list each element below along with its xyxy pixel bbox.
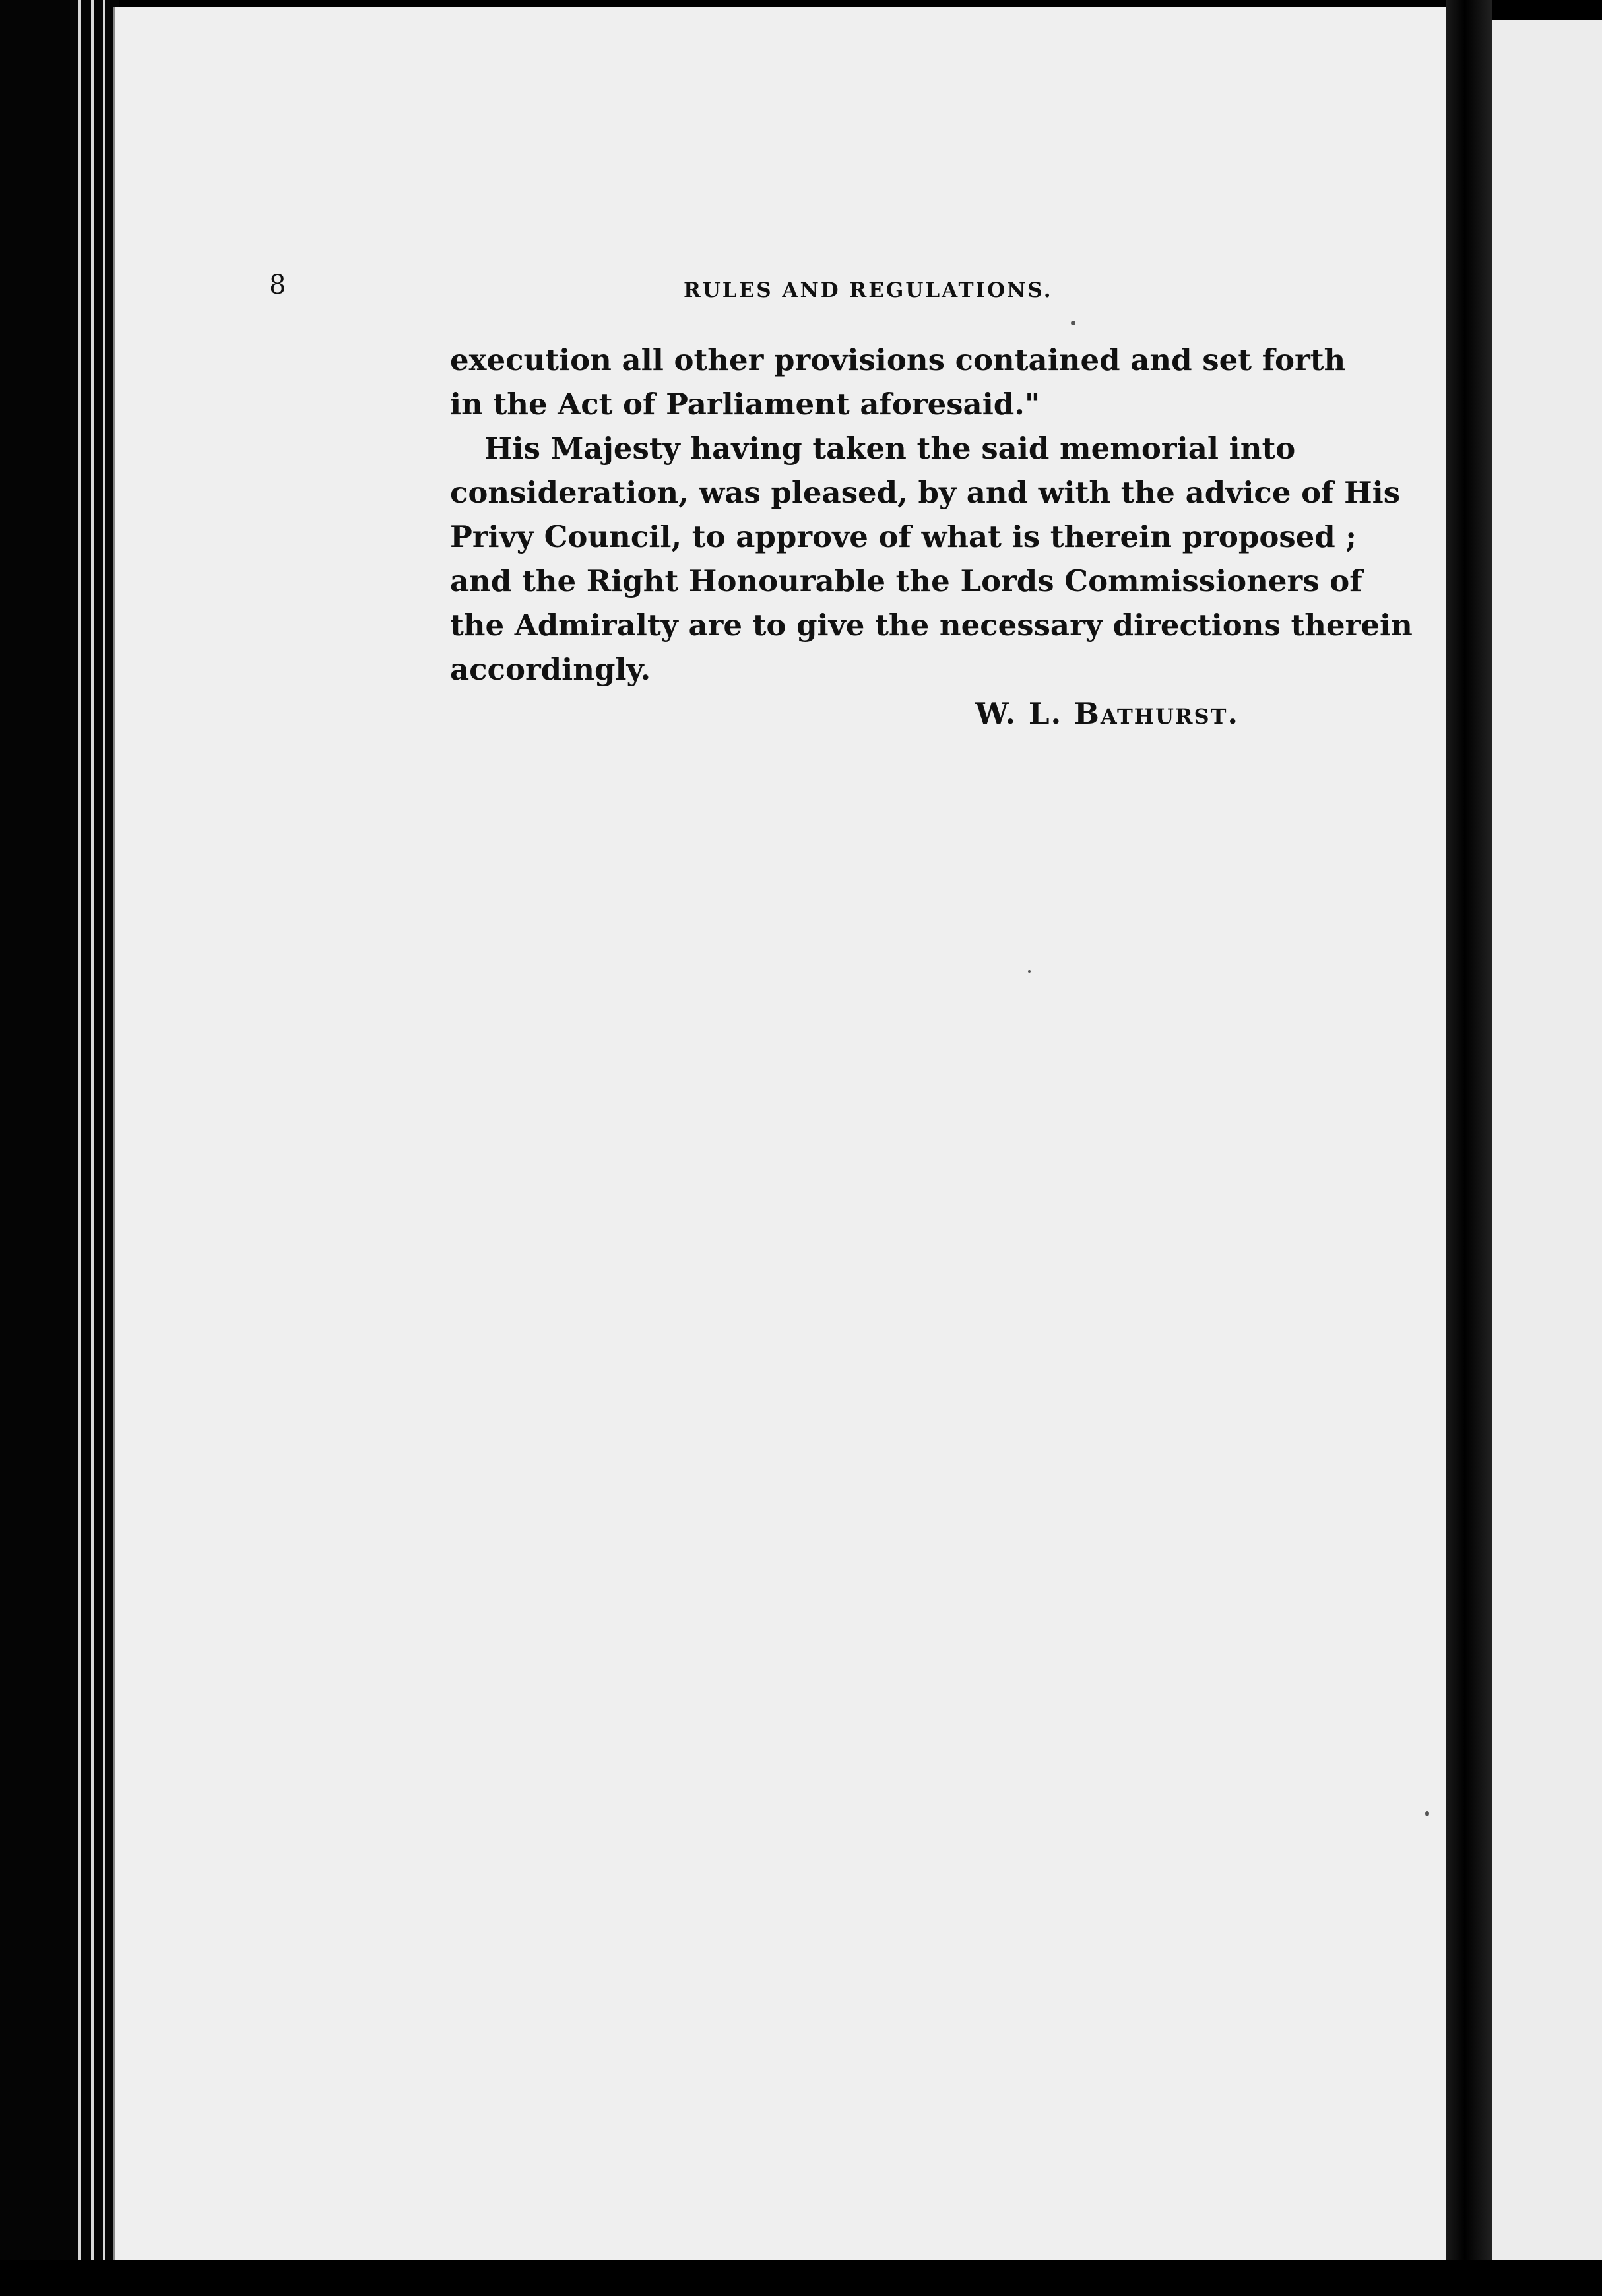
binding-stripe [91, 0, 94, 2296]
page-number: 8 [269, 270, 286, 300]
print-speck [1071, 321, 1075, 325]
text-line: His Majesty having taken the said memorial into [484, 431, 1296, 466]
binding-edge [0, 0, 119, 2296]
text-line: accordingly. [450, 652, 651, 687]
signature-name: W. L. Bathurst. [975, 696, 1240, 731]
text-line: Privy Council, to approve of what is therein proposed ; [450, 519, 1357, 554]
text-line: in the Act of Parliament aforesaid." [450, 387, 1041, 422]
book-gutter [1446, 0, 1492, 2296]
running-head: RULES AND REGULATIONS. [684, 278, 1053, 302]
print-speck [1028, 970, 1031, 973]
binding-stripe [78, 0, 81, 2296]
text-line: and the Right Honourable the Lords Commissioners of [450, 563, 1362, 598]
text-line: the Admiralty are to give the necessary directions therein [450, 608, 1413, 643]
bottom-edge [0, 2260, 1602, 2296]
body-text [450, 338, 1413, 691]
binding-stripe [103, 0, 105, 2296]
facing-page-edge [1492, 20, 1602, 2263]
text-line: execution all other provisions contained and set forth [450, 342, 1346, 377]
text-line: consideration, was pleased, by and with the advice of His [450, 475, 1401, 510]
print-speck [1425, 1811, 1429, 1816]
signature [975, 696, 1239, 731]
